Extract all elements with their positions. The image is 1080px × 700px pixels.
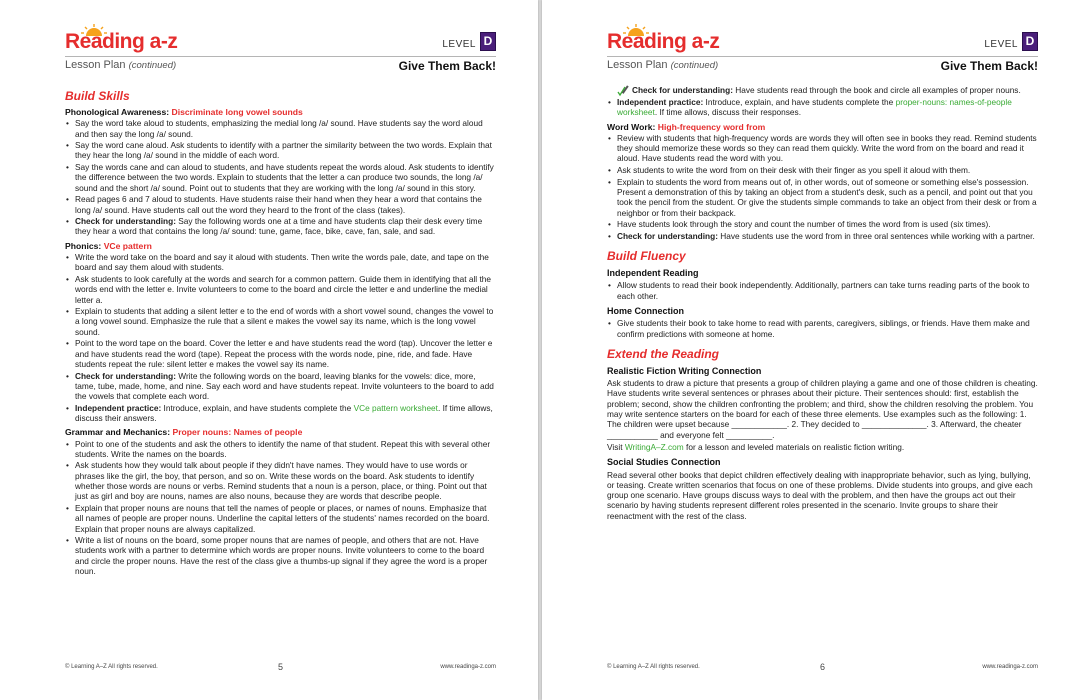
list-item: • Say the words cane and can aloud to students, and have students repeat the words aloud. Ask students to identify the difference between the two words. Explain to students that the letter a can produce two sounds, the long /a/ sound and the short /a/ sound. Point out to students that they are working with the long /a/ sound in this story. — [75, 162, 496, 193]
reading-az-logo[interactable] — [607, 24, 720, 54]
grammar-list — [65, 439, 496, 577]
list-item: • Point to one of the students and ask the others to identify the name of that student. Repeat this with several other students. Write the names on the boards. — [75, 439, 496, 460]
reading-az-logo[interactable] — [65, 24, 178, 54]
level-indicator — [984, 32, 1038, 51]
subsection-social-studies: Social Studies Connection — [607, 457, 721, 468]
level-label: LEVEL — [442, 39, 476, 50]
list-item: • Explain to students the word from means out of, in other words, out of someone or something else's possession. Present a demonstration of this by taking an object from a student's desk, such as a pencil, and point out that you took the pencil from the student. Or give the students simple commands to take an object from their desk or from a neighbor or from their backpack. — [617, 177, 1038, 218]
subsection-fiction-writing: Realistic Fiction Writing Connection — [607, 365, 762, 376]
page-6 — [542, 0, 1080, 700]
list-item: • Read pages 6 and 7 aloud to students. Have students raise their hand when they hear a word that contains the long /a/ sound. Have students call out the word they heard to the front of the class (takes). — [75, 194, 496, 215]
list-item: • Say the word cane aloud. Ask students to identify with a partner the similarity between the two words. Explain that they hear the long /a/ sound in the middle of each word. — [75, 140, 496, 161]
level-badge: D — [480, 32, 496, 51]
phonological-list — [65, 118, 496, 236]
lesson-plan-label: Lesson Plan (continued) — [607, 59, 719, 71]
list-item: • Ask students to write the word from on their desk with their finger as you spell it aloud with them. — [617, 165, 1038, 175]
page-6-content — [607, 85, 1038, 523]
list-item: • Explain to students that adding a silent letter e to the end of words with a short vowel sound, changes the vowel to a long vowel sound. Emphasize the rule that a silent e makes the vowel say its name, which is the long vowel sound. — [75, 306, 496, 337]
level-badge: D — [1022, 32, 1038, 51]
list-item: • Check for understanding: Write the following words on the board, leaving blanks for the vowels: dice, more, tame, tube, made, home, and nine. Say each word and have students repeat. Invite volunteers to the board to add the vowels that complete each word. — [75, 371, 496, 402]
page-footer — [65, 664, 496, 674]
phonics-list — [65, 252, 496, 423]
list-item: • Ask students how they would talk about people if they didn't have names. They would have to use words or phrases like the girl, the boy, that person, and so on. Write these words on the board. Ask students to identify whether those words are nouns or verbs. Remind students that a noun is a person, place, or thing. Point out that just as girl and boy are nouns, names are also nouns, because they are words that describe people. — [75, 460, 496, 501]
list-item: • Give students their book to take home to read with parents, caregivers, siblings, or friends. Have them make and confirm predictions with someone at home. — [617, 318, 1038, 339]
page-5 — [0, 0, 538, 700]
subsection-grammar: Grammar and Mechanics: Proper nouns: Names of people — [65, 427, 303, 438]
independent-reading-list — [607, 280, 1038, 301]
list-item: • Write a list of nouns on the board, some proper nouns that are names of people, and others that are not. Have students work with a partner to determine which words are proper nouns. Invite volunteers to come to the board and circle the proper nouns. Have the rest of the class give a thumbs-up signal if they agree the word is a proper noun. — [75, 535, 496, 576]
footer-url[interactable]: www.readinga-z.com — [982, 664, 1038, 670]
home-connection-list — [607, 318, 1038, 339]
level-indicator — [442, 32, 496, 51]
lesson-plan-label: Lesson Plan (continued) — [65, 59, 177, 71]
footer-url[interactable]: www.readinga-z.com — [440, 664, 496, 670]
practice-list — [607, 97, 1038, 118]
vce-worksheet-link[interactable]: VCe pattern worksheet — [353, 402, 438, 413]
list-item: • Explain that proper nouns are nouns that tell the names of people or places, or names of nouns. Emphasize that all names of people are proper nouns. Underline the capital letters of the students' names recorded on the board. Explain that proper nouns are always capitalized. — [75, 503, 496, 534]
page-5-content — [65, 85, 496, 578]
list-item: • Point to the word tape on the board. Cover the letter e and have students read the word (tap). Uncover the letter e and have students read the word (tape). Repeat the process with the words node, pine, ride, and fade. Have students repeat the rule: silent letter e makes the vowel say its name. — [75, 338, 496, 369]
proper-nouns-worksheet-link[interactable]: proper-nouns: names-of-people worksheet — [617, 97, 1012, 118]
section-title-build-fluency: Build Fluency — [607, 249, 686, 264]
copyright: © Learning A–Z All rights reserved. — [607, 664, 700, 670]
page-number: 6 — [819, 662, 826, 672]
logo-text: Reading a-z — [65, 30, 178, 53]
pencil-check-icon — [617, 85, 629, 97]
word-work-list — [607, 133, 1038, 241]
page-footer — [607, 664, 1038, 674]
subsection-phonological-awareness: Phonological Awareness: Discriminate long vowel sounds — [65, 107, 303, 117]
subsection-phonics: Phonics: VCe pattern — [65, 240, 152, 251]
list-item: • Allow students to read their book independently. Additionally, partners can take turns reading parts of the book to each other. — [617, 280, 1038, 301]
list-item: • Check for understanding: Say the following words one at a time and have students clap their desk every time they hear a word that contains the long /a/ sound: tune, game, face, bike, cave, fan, sale, and sad. — [75, 216, 496, 237]
page-header — [607, 56, 1038, 77]
list-item: • Say the word take aloud to students, emphasizing the medial long /a/ sound. Have students say the word aloud and then say the long /a/ sound. — [75, 118, 496, 139]
subsection-word-work: Word Work: High-frequency word from — [607, 121, 766, 132]
section-title-build-skills: Build Skills — [65, 89, 130, 103]
page-number: 5 — [277, 662, 284, 672]
section-title-extend-reading: Extend the Reading — [607, 346, 720, 361]
list-item: • Check for understanding: Have students use the word from in three oral sentences while working with a partner. — [617, 231, 1038, 241]
level-label: LEVEL — [984, 39, 1018, 50]
subsection-home-connection: Home Connection — [607, 305, 685, 316]
list-item: • Have students look through the story and count the number of times the word from is used (six times). — [617, 219, 1038, 229]
list-item: • Review with students that high-frequency words are words they will often see in books they read. Remind students they should memorize these words so they can read them quickly. Write the word from on the board and read it aloud. Have students read the word with you. — [617, 133, 1038, 164]
fiction-writing-text: Ask students to draw a picture that presents a group of children playing a game and one of those children is cheating. Have students write several sentences or phrases about their picture. Their sentences should: first, establish the problem; second, show the children confronting the problem; and third, show the children resolving the problem. You may write sentence starters on the board for each of these three elements. Use examples such as the following: 1. The children were upset because ____________. 2. They decided to ______________. 3. Afterward, the cheater ___________ and everyone felt __________. — [607, 378, 1038, 440]
copyright: © Learning A–Z All rights reserved. — [65, 664, 158, 670]
logo-text: Reading a-z — [607, 30, 720, 53]
page-header — [65, 56, 496, 77]
check-for-understanding: Check for understanding: Have students read through the book and circle all examples of proper nouns. — [617, 85, 1038, 97]
list-item: • Independent practice: Introduce, explain, and have students complete the VCe pattern worksheet. If time allows, discuss their answers. — [75, 403, 496, 424]
book-title: Give Them Back! — [940, 59, 1038, 73]
book-title: Give Them Back! — [398, 59, 496, 73]
social-studies-text: Read several other books that depict children effectively dealing with inappropriate behavior, such as lying, bullying, or teasing. Create written scenarios that focus on one of these problems. Divide students into groups, and give each group one scenario. Have groups discuss ways to deal with the problem, and then have the groups act out their scenario by having students represent different roles presented in the scenario. Invite groups to share their reenactment with the rest of the class. — [607, 469, 1033, 521]
list-item: • Ask students to look carefully at the words and search for a common pattern. Guide them in identifying that all the words end with the letter e. Invite volunteers to come to the board and circle the letter e and underline the medial letter a. — [75, 274, 496, 305]
visit-line: Visit WritingA–Z.com for a lesson and leveled materials on realistic fiction writing. — [607, 441, 905, 452]
writing-az-link[interactable]: WritingA–Z.com — [624, 441, 684, 452]
subsection-independent-reading: Independent Reading — [607, 268, 699, 279]
list-item: • Write the word take on the board and say it aloud with students. Then write the words pale, date, and tape on the board and say them aloud with students. — [75, 252, 496, 273]
list-item: • Independent practice: Introduce, explain, and have students complete the proper-nouns: names-of-people worksheet. If time allows, discuss their responses. — [617, 97, 1038, 118]
